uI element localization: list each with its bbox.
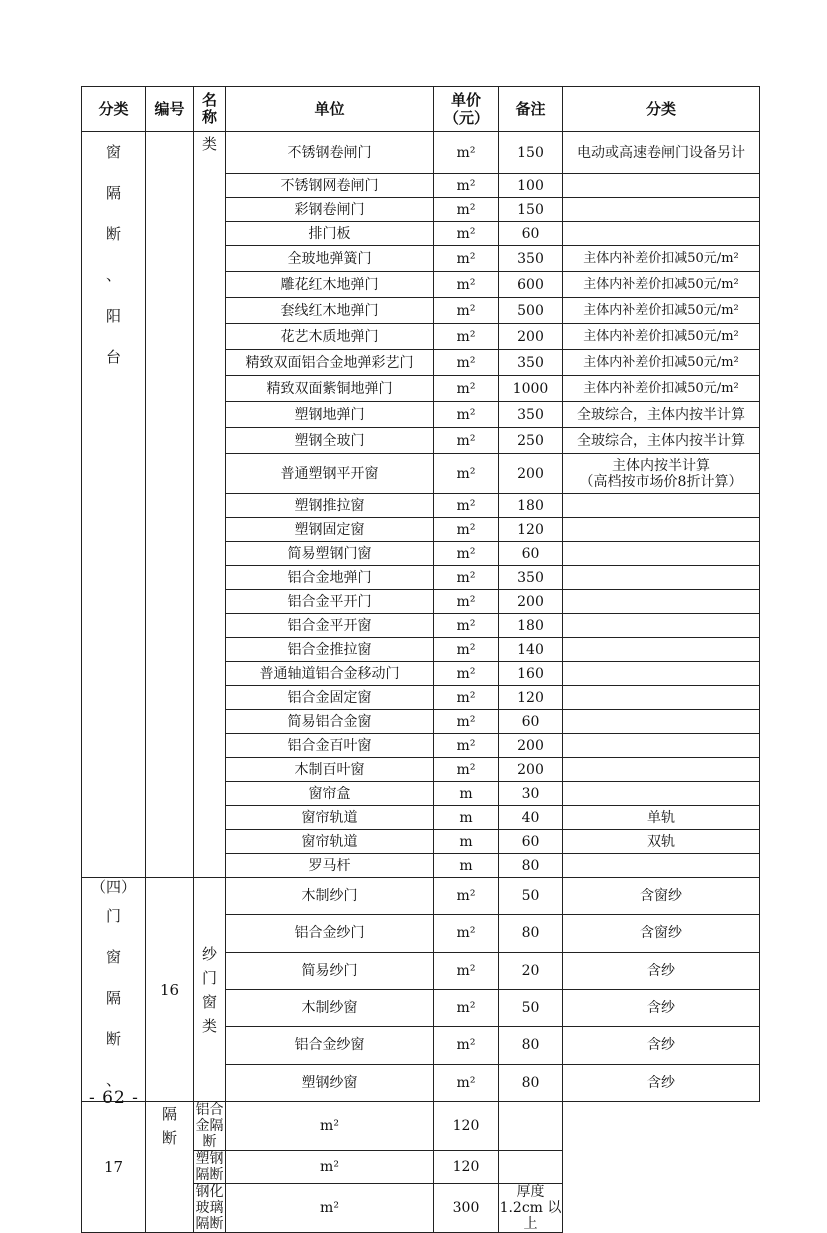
item-note [563, 542, 760, 566]
item-name: 简易纱门 [226, 952, 434, 989]
item-unit: m² [434, 198, 499, 222]
vertical-char: 门 [201, 968, 217, 987]
item-name: 简易铝合金窗 [226, 710, 434, 734]
item-price: 20 [499, 952, 563, 989]
item-unit: m² [434, 952, 499, 989]
item-note [563, 174, 760, 198]
item-unit: m² [434, 350, 499, 376]
item-note: 含纱 [563, 1064, 760, 1101]
item-note: 主体内补差价扣减50元/m² [563, 298, 760, 324]
name-cell [194, 878, 226, 1102]
item-price: 50 [499, 989, 563, 1026]
item-unit: m² [434, 1027, 499, 1064]
item-unit: m² [434, 324, 499, 350]
item-unit: m² [434, 494, 499, 518]
item-price: 350 [499, 402, 563, 428]
item-price: 80 [499, 854, 563, 878]
item-note: 含纱 [563, 989, 760, 1026]
name-cell [146, 1102, 194, 1233]
item-price: 300 [434, 1184, 499, 1233]
item-note [563, 686, 760, 710]
item-price: 60 [499, 710, 563, 734]
item-price: 200 [499, 454, 563, 494]
vertical-char: 隔 [105, 989, 121, 1007]
item-price: 200 [499, 734, 563, 758]
header-unit: 单位 [226, 87, 434, 132]
item-name: 普通轴道铝合金移动门 [226, 662, 434, 686]
item-unit: m² [434, 222, 499, 246]
item-price: 600 [499, 272, 563, 298]
item-unit: m² [434, 272, 499, 298]
item-unit: m² [434, 590, 499, 614]
item-unit: m² [434, 734, 499, 758]
item-unit: m [434, 806, 499, 830]
item-note [563, 710, 760, 734]
header-number: 编号 [146, 87, 194, 132]
item-price: 60 [499, 830, 563, 854]
item-note [499, 1151, 563, 1184]
item-price: 150 [499, 198, 563, 222]
item-price: 200 [499, 324, 563, 350]
item-price: 80 [499, 1064, 563, 1101]
header-note: 备注 [499, 87, 563, 132]
item-name: 塑钢纱窗 [226, 1064, 434, 1101]
category-cell [82, 132, 146, 878]
item-price: 200 [499, 590, 563, 614]
vertical-char: 断 [105, 1030, 121, 1048]
item-name: 不锈钢网卷闸门 [226, 174, 434, 198]
item-note: 双轨 [563, 830, 760, 854]
page-number: - 62 - [89, 1088, 139, 1108]
number-cell: 17 [82, 1102, 146, 1233]
item-unit: m² [434, 402, 499, 428]
item-price: 40 [499, 806, 563, 830]
vertical-char: 断 [105, 225, 121, 243]
item-name: 窗帘轨道 [226, 830, 434, 854]
item-name: 彩钢卷闸门 [226, 198, 434, 222]
category-title: （四） [90, 878, 136, 896]
item-note: 厚度1.2cm 以上 [499, 1184, 562, 1232]
item-price: 120 [499, 686, 563, 710]
item-price: 120 [499, 518, 563, 542]
item-note [563, 494, 760, 518]
item-unit: m² [226, 1102, 434, 1151]
header-category-2: 分类 [563, 87, 760, 132]
item-note: 全玻综合，主体内按半计算 [563, 402, 760, 428]
item-name: 铝合金纱门 [226, 915, 434, 952]
item-name: 木制纱门 [226, 878, 434, 915]
item-price: 60 [499, 542, 563, 566]
item-name: 塑钢全玻门 [226, 428, 434, 454]
category-cell-2 [82, 878, 146, 1102]
item-note [563, 638, 760, 662]
item-name: 铝合金纱窗 [226, 1027, 434, 1064]
item-unit: m² [434, 246, 499, 272]
item-name: 木制纱窗 [226, 989, 434, 1026]
item-name: 全玻地弹簧门 [226, 246, 434, 272]
item-note [563, 590, 760, 614]
item-name: 铝合金平开窗 [226, 614, 434, 638]
vertical-char: 类 [201, 135, 217, 153]
vertical-char: 类 [201, 1016, 217, 1035]
item-unit: m [434, 854, 499, 878]
item-name: 套线红木地弹门 [226, 298, 434, 324]
item-name: 钢化玻璃隔断 [195, 1184, 224, 1232]
vertical-char: 隔 [105, 184, 121, 202]
item-unit: m² [226, 1151, 434, 1184]
header-price: 单价（元） [434, 87, 499, 132]
item-name: 木制百叶窗 [226, 758, 434, 782]
item-unit: m² [434, 298, 499, 324]
item-name: 塑钢地弹门 [226, 402, 434, 428]
table-row [82, 1102, 760, 1151]
item-unit: m² [434, 989, 499, 1026]
item-unit: m² [434, 428, 499, 454]
item-unit: m² [434, 710, 499, 734]
item-unit: m² [434, 878, 499, 915]
number-cell: 16 [146, 878, 194, 1102]
item-note [563, 782, 760, 806]
item-note [563, 854, 760, 878]
item-name: 铝合金固定窗 [226, 686, 434, 710]
item-note-line1: 主体内按半计算 [612, 457, 710, 474]
item-note: 主体内补差价扣减50元/m² [563, 376, 760, 402]
item-name: 窗帘轨道 [226, 806, 434, 830]
item-price: 350 [499, 350, 563, 376]
vertical-char: 窗 [201, 992, 217, 1011]
vertical-char: 窗 [105, 948, 121, 966]
item-price: 180 [499, 614, 563, 638]
item-price: 500 [499, 298, 563, 324]
item-note [563, 662, 760, 686]
item-name: 罗马杆 [226, 854, 434, 878]
item-unit: m² [434, 915, 499, 952]
item-unit: m² [434, 174, 499, 198]
item-name: 铝合金平开门 [226, 590, 434, 614]
item-unit: m² [434, 542, 499, 566]
item-note [563, 758, 760, 782]
item-note [563, 518, 760, 542]
item-price: 80 [499, 1027, 563, 1064]
item-note: 电动或高速卷闸门设备另计 [563, 132, 760, 174]
item-unit: m² [434, 376, 499, 402]
item-note: 含窗纱 [563, 915, 760, 952]
item-note: 单轨 [563, 806, 760, 830]
header-category: 分类 [82, 87, 146, 132]
item-note [563, 454, 760, 494]
item-note: 主体内补差价扣减50元/m² [563, 246, 760, 272]
item-price: 1000 [499, 376, 563, 402]
item-note: 主体内补差价扣减50元/m² [563, 350, 760, 376]
item-unit: m² [434, 454, 499, 494]
item-unit: m [434, 830, 499, 854]
item-name: 不锈钢卷闸门 [226, 132, 434, 174]
vertical-char: 断 [161, 1129, 177, 1147]
item-unit: m² [434, 614, 499, 638]
vertical-char: 隔 [161, 1105, 177, 1123]
item-unit: m² [434, 1064, 499, 1101]
item-unit: m² [226, 1184, 434, 1233]
item-price: 100 [499, 174, 563, 198]
item-price: 50 [499, 878, 563, 915]
item-price: 60 [499, 222, 563, 246]
item-price: 250 [499, 428, 563, 454]
item-unit: m² [434, 662, 499, 686]
header-name: 名称 [194, 87, 226, 132]
item-note: 含纱 [563, 952, 760, 989]
item-note [563, 566, 760, 590]
item-name: 铝合金隔断 [195, 1102, 224, 1150]
item-note [563, 734, 760, 758]
vertical-char: 阳 [105, 307, 121, 325]
item-note: 含窗纱 [563, 878, 760, 915]
item-price: 160 [499, 662, 563, 686]
item-price: 80 [499, 915, 563, 952]
item-note: 全玻综合，主体内按半计算 [563, 428, 760, 454]
item-name: 普通塑钢平开窗 [226, 454, 434, 494]
item-name: 铝合金百叶窗 [226, 734, 434, 758]
vertical-char: 门 [105, 907, 121, 925]
price-table [81, 86, 760, 1233]
item-unit: m² [434, 518, 499, 542]
number-cell [146, 132, 194, 878]
item-note [563, 614, 760, 638]
table-row [82, 878, 760, 915]
name-cell [194, 132, 226, 878]
item-price: 150 [499, 132, 563, 174]
item-unit: m² [434, 686, 499, 710]
item-price: 120 [434, 1151, 499, 1184]
item-name: 排门板 [226, 222, 434, 246]
table-header-row [82, 87, 760, 132]
item-name: 简易塑钢门窗 [226, 542, 434, 566]
table-row [82, 132, 760, 174]
item-note-line2: （高档按市场价8折计算） [579, 473, 743, 490]
vertical-char: 、 [105, 266, 121, 284]
item-unit: m² [434, 638, 499, 662]
item-note [563, 222, 760, 246]
item-name: 塑钢隔断 [195, 1151, 224, 1183]
item-name: 精致双面铝合金地弹彩艺门 [226, 350, 434, 376]
item-note [563, 198, 760, 222]
item-price: 350 [499, 246, 563, 272]
item-note [499, 1102, 563, 1151]
item-note: 主体内补差价扣减50元/m² [563, 272, 760, 298]
item-price: 200 [499, 758, 563, 782]
item-name: 窗帘盒 [226, 782, 434, 806]
item-note: 含纱 [563, 1027, 760, 1064]
item-unit: m [434, 782, 499, 806]
item-name: 精致双面紫铜地弹门 [226, 376, 434, 402]
item-unit: m² [434, 132, 499, 174]
item-price: 120 [434, 1102, 499, 1151]
item-name: 塑钢固定窗 [226, 518, 434, 542]
item-name: 铝合金推拉窗 [226, 638, 434, 662]
vertical-char: 纱 [201, 944, 217, 963]
item-name: 塑钢推拉窗 [226, 494, 434, 518]
item-name: 雕花红木地弹门 [226, 272, 434, 298]
vertical-char: 台 [105, 348, 121, 366]
vertical-char: 窗 [105, 143, 121, 161]
item-price: 30 [499, 782, 563, 806]
item-name: 铝合金地弹门 [226, 566, 434, 590]
item-price: 350 [499, 566, 563, 590]
item-note: 主体内补差价扣减50元/m² [563, 324, 760, 350]
item-price: 140 [499, 638, 563, 662]
item-price: 180 [499, 494, 563, 518]
item-unit: m² [434, 566, 499, 590]
vertical-char: 、 [105, 1071, 121, 1089]
item-unit: m² [434, 758, 499, 782]
item-name: 花艺木质地弹门 [226, 324, 434, 350]
